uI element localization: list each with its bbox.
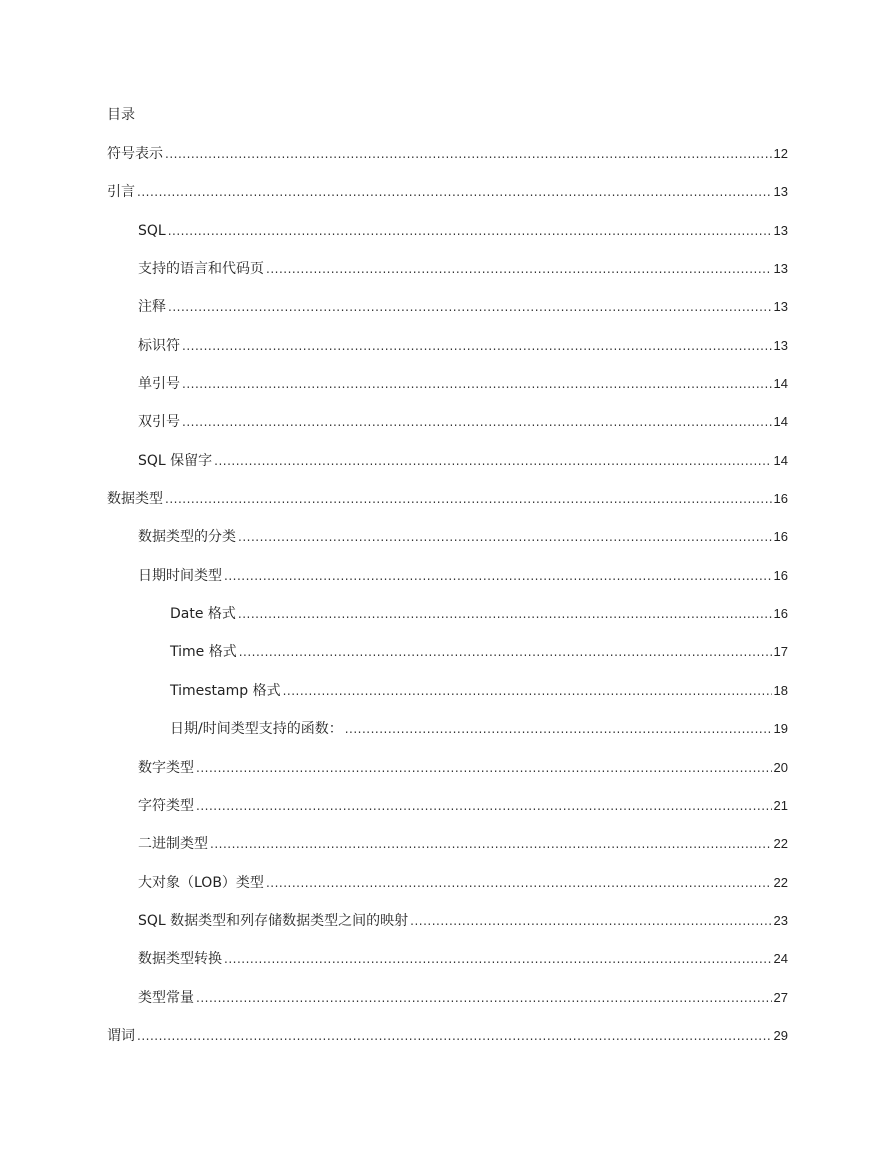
toc-entry[interactable] bbox=[0, 641, 893, 679]
toc-entry[interactable] bbox=[0, 718, 893, 756]
toc-entry[interactable] bbox=[0, 411, 893, 449]
toc-entry-page-number[interactable]: 13 bbox=[773, 261, 788, 277]
toc-dot-leader bbox=[266, 258, 772, 280]
toc-entry-page-number[interactable]: 13 bbox=[773, 299, 788, 315]
toc-dot-leader bbox=[239, 641, 772, 663]
toc-dot-leader bbox=[196, 987, 772, 1009]
toc-entry[interactable] bbox=[0, 526, 893, 564]
toc-dot-leader bbox=[168, 296, 772, 318]
toc-entry-label[interactable]: 单引号 bbox=[138, 376, 180, 393]
toc-title: 目录 bbox=[107, 107, 135, 123]
toc-entry-label[interactable]: 注释 bbox=[138, 299, 166, 316]
toc-dot-leader bbox=[224, 565, 772, 587]
toc-entry[interactable] bbox=[0, 488, 893, 526]
toc-entry-label[interactable]: 符号表示 bbox=[107, 146, 163, 162]
toc-entry[interactable] bbox=[0, 258, 893, 296]
toc-entry-label[interactable]: 日期/时间类型支持的函数： bbox=[170, 721, 343, 738]
toc-entry[interactable] bbox=[0, 181, 893, 219]
toc-entry[interactable] bbox=[0, 450, 893, 488]
toc-entry-label[interactable]: 数据类型 bbox=[107, 491, 163, 508]
toc-entry-page-number[interactable]: 16 bbox=[773, 606, 788, 622]
toc-entry-page-number[interactable]: 29 bbox=[773, 1027, 788, 1043]
toc-entry-page-number[interactable]: 13 bbox=[773, 337, 788, 353]
toc-dot-leader bbox=[266, 872, 772, 894]
toc-entry[interactable] bbox=[0, 795, 893, 833]
toc-entry[interactable] bbox=[0, 910, 893, 948]
toc-entry-page-number[interactable]: 14 bbox=[773, 414, 788, 430]
toc-entry-page-number[interactable]: 13 bbox=[773, 184, 788, 200]
toc-dot-leader bbox=[182, 335, 772, 357]
toc-dot-leader bbox=[196, 795, 772, 817]
toc-entry-label[interactable]: 类型常量 bbox=[138, 989, 194, 1006]
toc-entry-page-number[interactable]: 24 bbox=[773, 951, 788, 967]
toc-entry-page-number[interactable]: 16 bbox=[773, 491, 788, 507]
toc-entry-page-number[interactable]: 21 bbox=[773, 797, 788, 813]
toc-entry[interactable] bbox=[0, 872, 893, 910]
toc-entry[interactable] bbox=[0, 603, 893, 641]
toc-entry-page-number[interactable]: 20 bbox=[773, 759, 788, 775]
toc-entry[interactable] bbox=[0, 296, 893, 334]
toc-entry-label[interactable]: 标识符 bbox=[138, 337, 180, 354]
toc-entry-page-number[interactable]: 16 bbox=[773, 567, 788, 583]
toc-entry[interactable] bbox=[0, 1025, 893, 1063]
toc-dot-leader bbox=[214, 450, 771, 472]
toc-entry[interactable] bbox=[0, 220, 893, 258]
toc-dot-leader bbox=[345, 718, 772, 740]
toc-dot-leader bbox=[283, 680, 772, 702]
toc-dot-leader bbox=[238, 603, 772, 625]
toc-entry-label[interactable]: 数据类型转换 bbox=[138, 951, 222, 968]
toc-entry-label[interactable]: Date 格式 bbox=[170, 606, 236, 623]
toc-entry-label[interactable]: 字符类型 bbox=[138, 797, 194, 814]
toc-entry[interactable] bbox=[0, 680, 893, 718]
toc-entry-label[interactable]: 引言 bbox=[107, 184, 135, 201]
toc-entry[interactable] bbox=[0, 987, 893, 1025]
toc-entry-label[interactable]: SQL 保留字 bbox=[138, 452, 213, 469]
toc-dot-leader bbox=[210, 833, 772, 855]
toc-entry[interactable] bbox=[0, 373, 893, 411]
toc-dot-leader bbox=[137, 1025, 772, 1047]
toc-entry-label[interactable]: 大对象（LOB）类型 bbox=[138, 874, 264, 891]
toc-dot-leader bbox=[182, 373, 772, 395]
toc-entry[interactable] bbox=[0, 833, 893, 871]
toc-entry-label[interactable]: 谓词 bbox=[107, 1027, 135, 1044]
toc-entry-page-number[interactable]: 14 bbox=[773, 376, 788, 392]
toc-entry-page-number[interactable]: 17 bbox=[773, 644, 788, 660]
toc-dot-leader bbox=[410, 910, 771, 932]
toc-entry-label[interactable]: 日期时间类型 bbox=[138, 567, 222, 584]
toc-entry-label[interactable]: 二进制类型 bbox=[138, 836, 208, 853]
toc-entry-page-number[interactable]: 14 bbox=[773, 452, 788, 468]
toc-entry-page-number[interactable]: 13 bbox=[773, 222, 788, 238]
toc-entry-label[interactable]: SQL 数据类型和列存储数据类型之间的映射 bbox=[138, 912, 409, 929]
toc-entry-page-number[interactable]: 27 bbox=[773, 989, 788, 1005]
toc-dot-leader bbox=[168, 220, 772, 242]
toc-dot-leader bbox=[238, 526, 772, 548]
toc-entry[interactable] bbox=[0, 948, 893, 986]
toc-entry[interactable] bbox=[0, 757, 893, 795]
toc-entry[interactable] bbox=[0, 565, 893, 603]
toc-entry-page-number[interactable]: 22 bbox=[773, 874, 788, 890]
toc-entry-label[interactable]: Time 格式 bbox=[170, 644, 237, 661]
toc-dot-leader bbox=[165, 143, 772, 165]
toc-entry[interactable] bbox=[0, 143, 893, 181]
toc-entry-label[interactable]: 数字类型 bbox=[138, 759, 194, 776]
toc-dot-leader bbox=[182, 411, 772, 433]
toc-entry-label[interactable]: Timestamp 格式 bbox=[170, 682, 281, 699]
toc-dot-leader bbox=[137, 181, 772, 203]
toc-entry-page-number[interactable]: 12 bbox=[773, 146, 788, 161]
toc-entry-page-number[interactable]: 16 bbox=[773, 529, 788, 545]
table-of-contents bbox=[0, 143, 893, 1063]
toc-entry-page-number[interactable]: 23 bbox=[773, 912, 788, 928]
toc-dot-leader bbox=[165, 488, 772, 510]
toc-entry-label[interactable]: 支持的语言和代码页 bbox=[138, 261, 264, 278]
toc-entry-page-number[interactable]: 18 bbox=[773, 682, 788, 698]
toc-entry-page-number[interactable]: 22 bbox=[773, 836, 788, 852]
toc-entry-label[interactable]: 数据类型的分类 bbox=[138, 529, 236, 546]
toc-entry-label[interactable]: SQL bbox=[138, 222, 166, 239]
toc-dot-leader bbox=[196, 757, 772, 779]
toc-entry-page-number[interactable]: 19 bbox=[773, 721, 788, 737]
toc-dot-leader bbox=[224, 948, 772, 970]
toc-entry[interactable] bbox=[0, 335, 893, 373]
toc-entry-label[interactable]: 双引号 bbox=[138, 414, 180, 431]
